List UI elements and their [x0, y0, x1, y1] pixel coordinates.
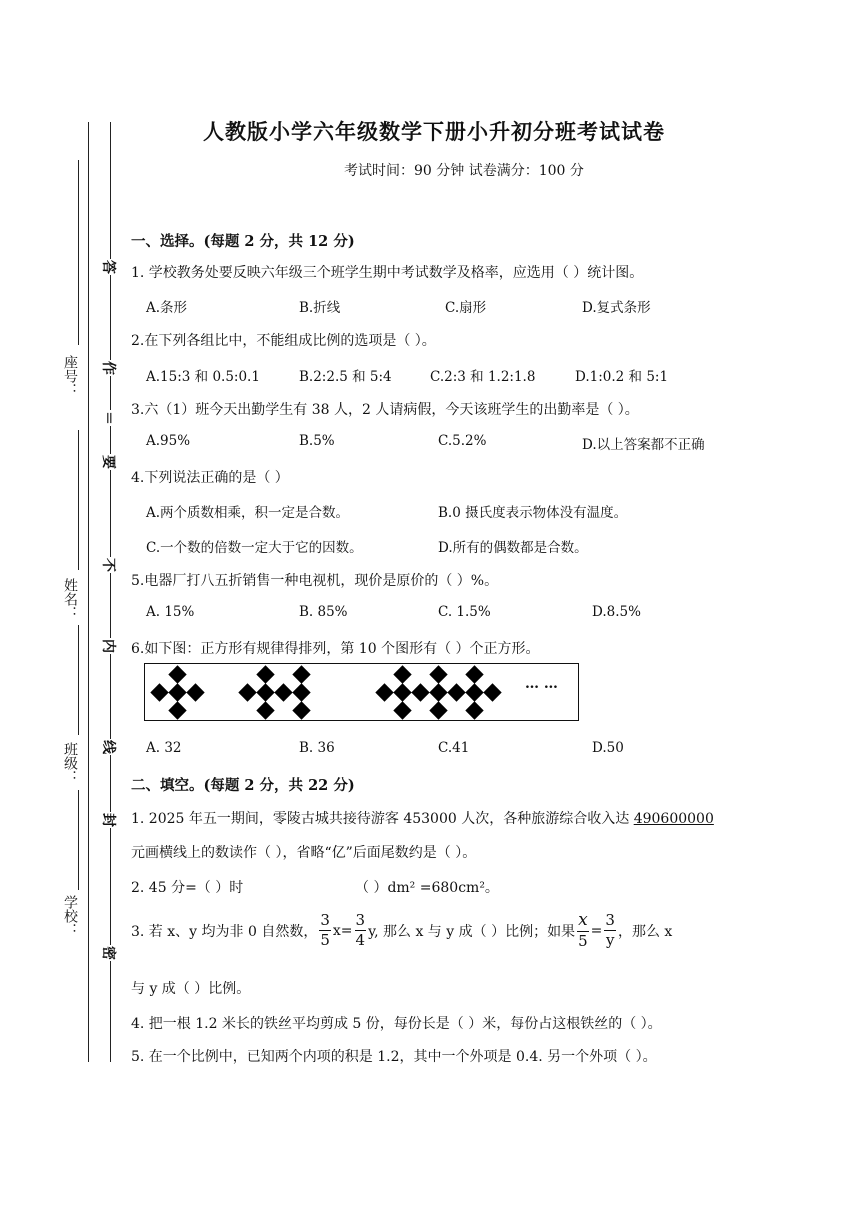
question-1-5: 5.电器厂打八五折销售一种电视机，现价是原价的（ ）%。: [131, 573, 499, 589]
seal-char: 答: [99, 259, 119, 275]
fraction: [319, 913, 331, 948]
option-a[interactable]: A.条形: [146, 300, 188, 316]
option-c[interactable]: C. 1.5%: [438, 604, 491, 620]
denominator: 4: [355, 931, 366, 949]
question-2-1-line2: 元画横线上的数读作（ ），省略“亿”后面尾数约是（ ）。: [131, 845, 477, 861]
option-c[interactable]: C.一个数的倍数一定大于它的因数。: [146, 540, 363, 556]
option-d[interactable]: D.1:0.2 和 5:1: [575, 369, 669, 385]
pattern-ellipsis: … …: [525, 676, 558, 692]
pattern-square: [447, 683, 465, 701]
pattern-square: [429, 683, 447, 701]
pattern-square: [274, 683, 292, 701]
pattern-square: [292, 665, 310, 683]
question-2-3-line1: [131, 912, 672, 949]
question-1-4: 4.下列说法正确的是（ ）: [131, 470, 289, 486]
numerator: 3: [320, 911, 330, 929]
numerator: 3: [605, 911, 615, 929]
question-2-4: 4. 把一根 1.2 米长的铁丝平均剪成 5 份，每份长是（ ）米，每份占这根铁丝的（ ）。: [131, 1016, 662, 1032]
numerator: 3: [355, 911, 366, 929]
pattern-square: [256, 701, 274, 719]
option-d[interactable]: D.所有的偶数都是合数。: [438, 540, 588, 556]
seat-field-label: 座号：: [62, 355, 78, 397]
seal-char: 要: [99, 454, 119, 470]
pattern-square: [292, 683, 310, 701]
binding-line-outer: [88, 122, 89, 1062]
pattern-square: [168, 701, 186, 719]
question-text: =: [590, 922, 603, 939]
pattern-square: [168, 683, 186, 701]
pattern-square: [238, 683, 256, 701]
pattern-square: [465, 701, 483, 719]
pattern-square: [411, 683, 429, 701]
school-field-blank[interactable]: [78, 790, 79, 890]
question-2-3-line2: 与 y 成（ ）比例。: [131, 981, 251, 997]
option-b[interactable]: B.折线: [299, 300, 341, 316]
pattern-square: [465, 665, 483, 683]
denominator: 5: [320, 931, 330, 949]
section-2-heading: 二、填空。(每题 2 分，共 22 分): [131, 777, 355, 794]
pattern-square: [393, 683, 411, 701]
pattern-square: [483, 683, 501, 701]
pattern-square: [186, 683, 204, 701]
option-b[interactable]: B. 85%: [299, 604, 348, 620]
class-field-label: 班级：: [62, 742, 78, 784]
question-1-1: 1. 学校教务处要反映六年级三个班学生期中考试数学及格率，应选用（ ）统计图。: [131, 265, 644, 281]
seal-char: 不: [99, 557, 119, 573]
option-d[interactable]: D.以上答案都不正确: [582, 437, 705, 453]
fraction: [604, 913, 616, 948]
pattern-square: [168, 665, 186, 683]
question-2-1-line1: [131, 808, 714, 828]
option-d[interactable]: D.50: [592, 740, 624, 756]
underlined-number: 490600000: [633, 811, 714, 827]
option-d[interactable]: D.8.5%: [592, 604, 641, 620]
pattern-square: [465, 683, 483, 701]
question-2-5: 5. 在一个比例中，已知两个内项的积是 1.2，其中一个外项是 0.4. 另一个外项（ ）。: [131, 1049, 657, 1065]
seal-char: 封: [99, 812, 119, 828]
question-text: x=: [332, 922, 353, 939]
pattern-square: [393, 701, 411, 719]
pattern-square: [292, 701, 310, 719]
pattern-square: [429, 701, 447, 719]
section-1-heading: 一、选择。(每题 2 分，共 12 分): [131, 233, 355, 250]
pattern-square: [256, 665, 274, 683]
question-2-2a: 2. 45 分=（ ）时: [131, 880, 244, 896]
question-1-2: 2.在下列各组比中，不能组成比例的选项是（ ）。: [131, 333, 436, 349]
option-a[interactable]: A.95%: [146, 433, 191, 449]
school-field-label: 学校：: [62, 895, 78, 937]
seal-char: ＝: [99, 410, 119, 426]
seat-field-blank[interactable]: [78, 160, 79, 345]
square-pattern-figure: [144, 663, 579, 721]
seal-char: 线: [99, 739, 119, 755]
fraction: [355, 913, 367, 948]
question-text: 3. 若 x、y 均为非 0 自然数，: [131, 923, 318, 940]
pattern-square: [429, 665, 447, 683]
seal-char: 作: [99, 360, 119, 376]
denominator: y: [605, 931, 615, 949]
option-b[interactable]: B.0 摄氏度表示物体没有温度。: [438, 505, 628, 521]
option-c[interactable]: C.41: [438, 740, 470, 756]
question-1-3: 3.六（1）班今天出勤学生有 38 人，2 人请病假，今天该班学生的出勤率是（ ）。: [131, 402, 639, 418]
option-c[interactable]: C.2:3 和 1.2:1.8: [430, 369, 536, 385]
denominator: 5: [578, 932, 588, 950]
class-field-blank[interactable]: [78, 625, 79, 735]
option-a[interactable]: A.15:3 和 0.5:0.1: [146, 369, 260, 385]
seal-char: 密: [99, 945, 119, 961]
pattern-square: [393, 665, 411, 683]
option-b[interactable]: B.5%: [299, 433, 335, 449]
numerator: x: [578, 910, 588, 930]
seal-char: 内: [99, 638, 119, 654]
question-text: 1. 2025 年五一期间，零陵古城共接待游客 453000 人次，各种旅游综合收入达: [131, 811, 634, 827]
option-c[interactable]: C.5.2%: [438, 433, 487, 449]
exam-info: 考试时间：90 分钟 试卷满分：100 分: [344, 163, 584, 179]
fraction: [577, 912, 589, 949]
name-field-label: 姓名：: [62, 578, 78, 620]
pattern-square: [256, 683, 274, 701]
option-a[interactable]: A. 15%: [146, 604, 195, 620]
question-text: ，那么 x: [617, 923, 673, 940]
question-text: y, 那么 x 与 y 成（ ）比例；如果: [368, 923, 576, 940]
option-a[interactable]: A. 32: [146, 740, 182, 756]
name-field-blank[interactable]: [78, 430, 79, 570]
pattern-square: [375, 683, 393, 701]
option-d[interactable]: D.复式条形: [582, 300, 651, 316]
option-b[interactable]: B. 36: [299, 740, 335, 756]
question-1-6: 6.如下图：正方形有规律得排列，第 10 个图形有（ ）个正方形。: [131, 641, 540, 657]
question-2-2b: （ ）dm² =680cm²。: [355, 880, 499, 896]
option-b[interactable]: B.2:2.5 和 5:4: [299, 369, 392, 385]
option-a[interactable]: A.两个质数相乘，积一定是合数。: [146, 505, 350, 521]
pattern-square: [150, 683, 168, 701]
page-title: 人教版小学六年级数学下册小升初分班考试试卷: [203, 119, 665, 144]
option-c[interactable]: C.扇形: [445, 300, 487, 316]
